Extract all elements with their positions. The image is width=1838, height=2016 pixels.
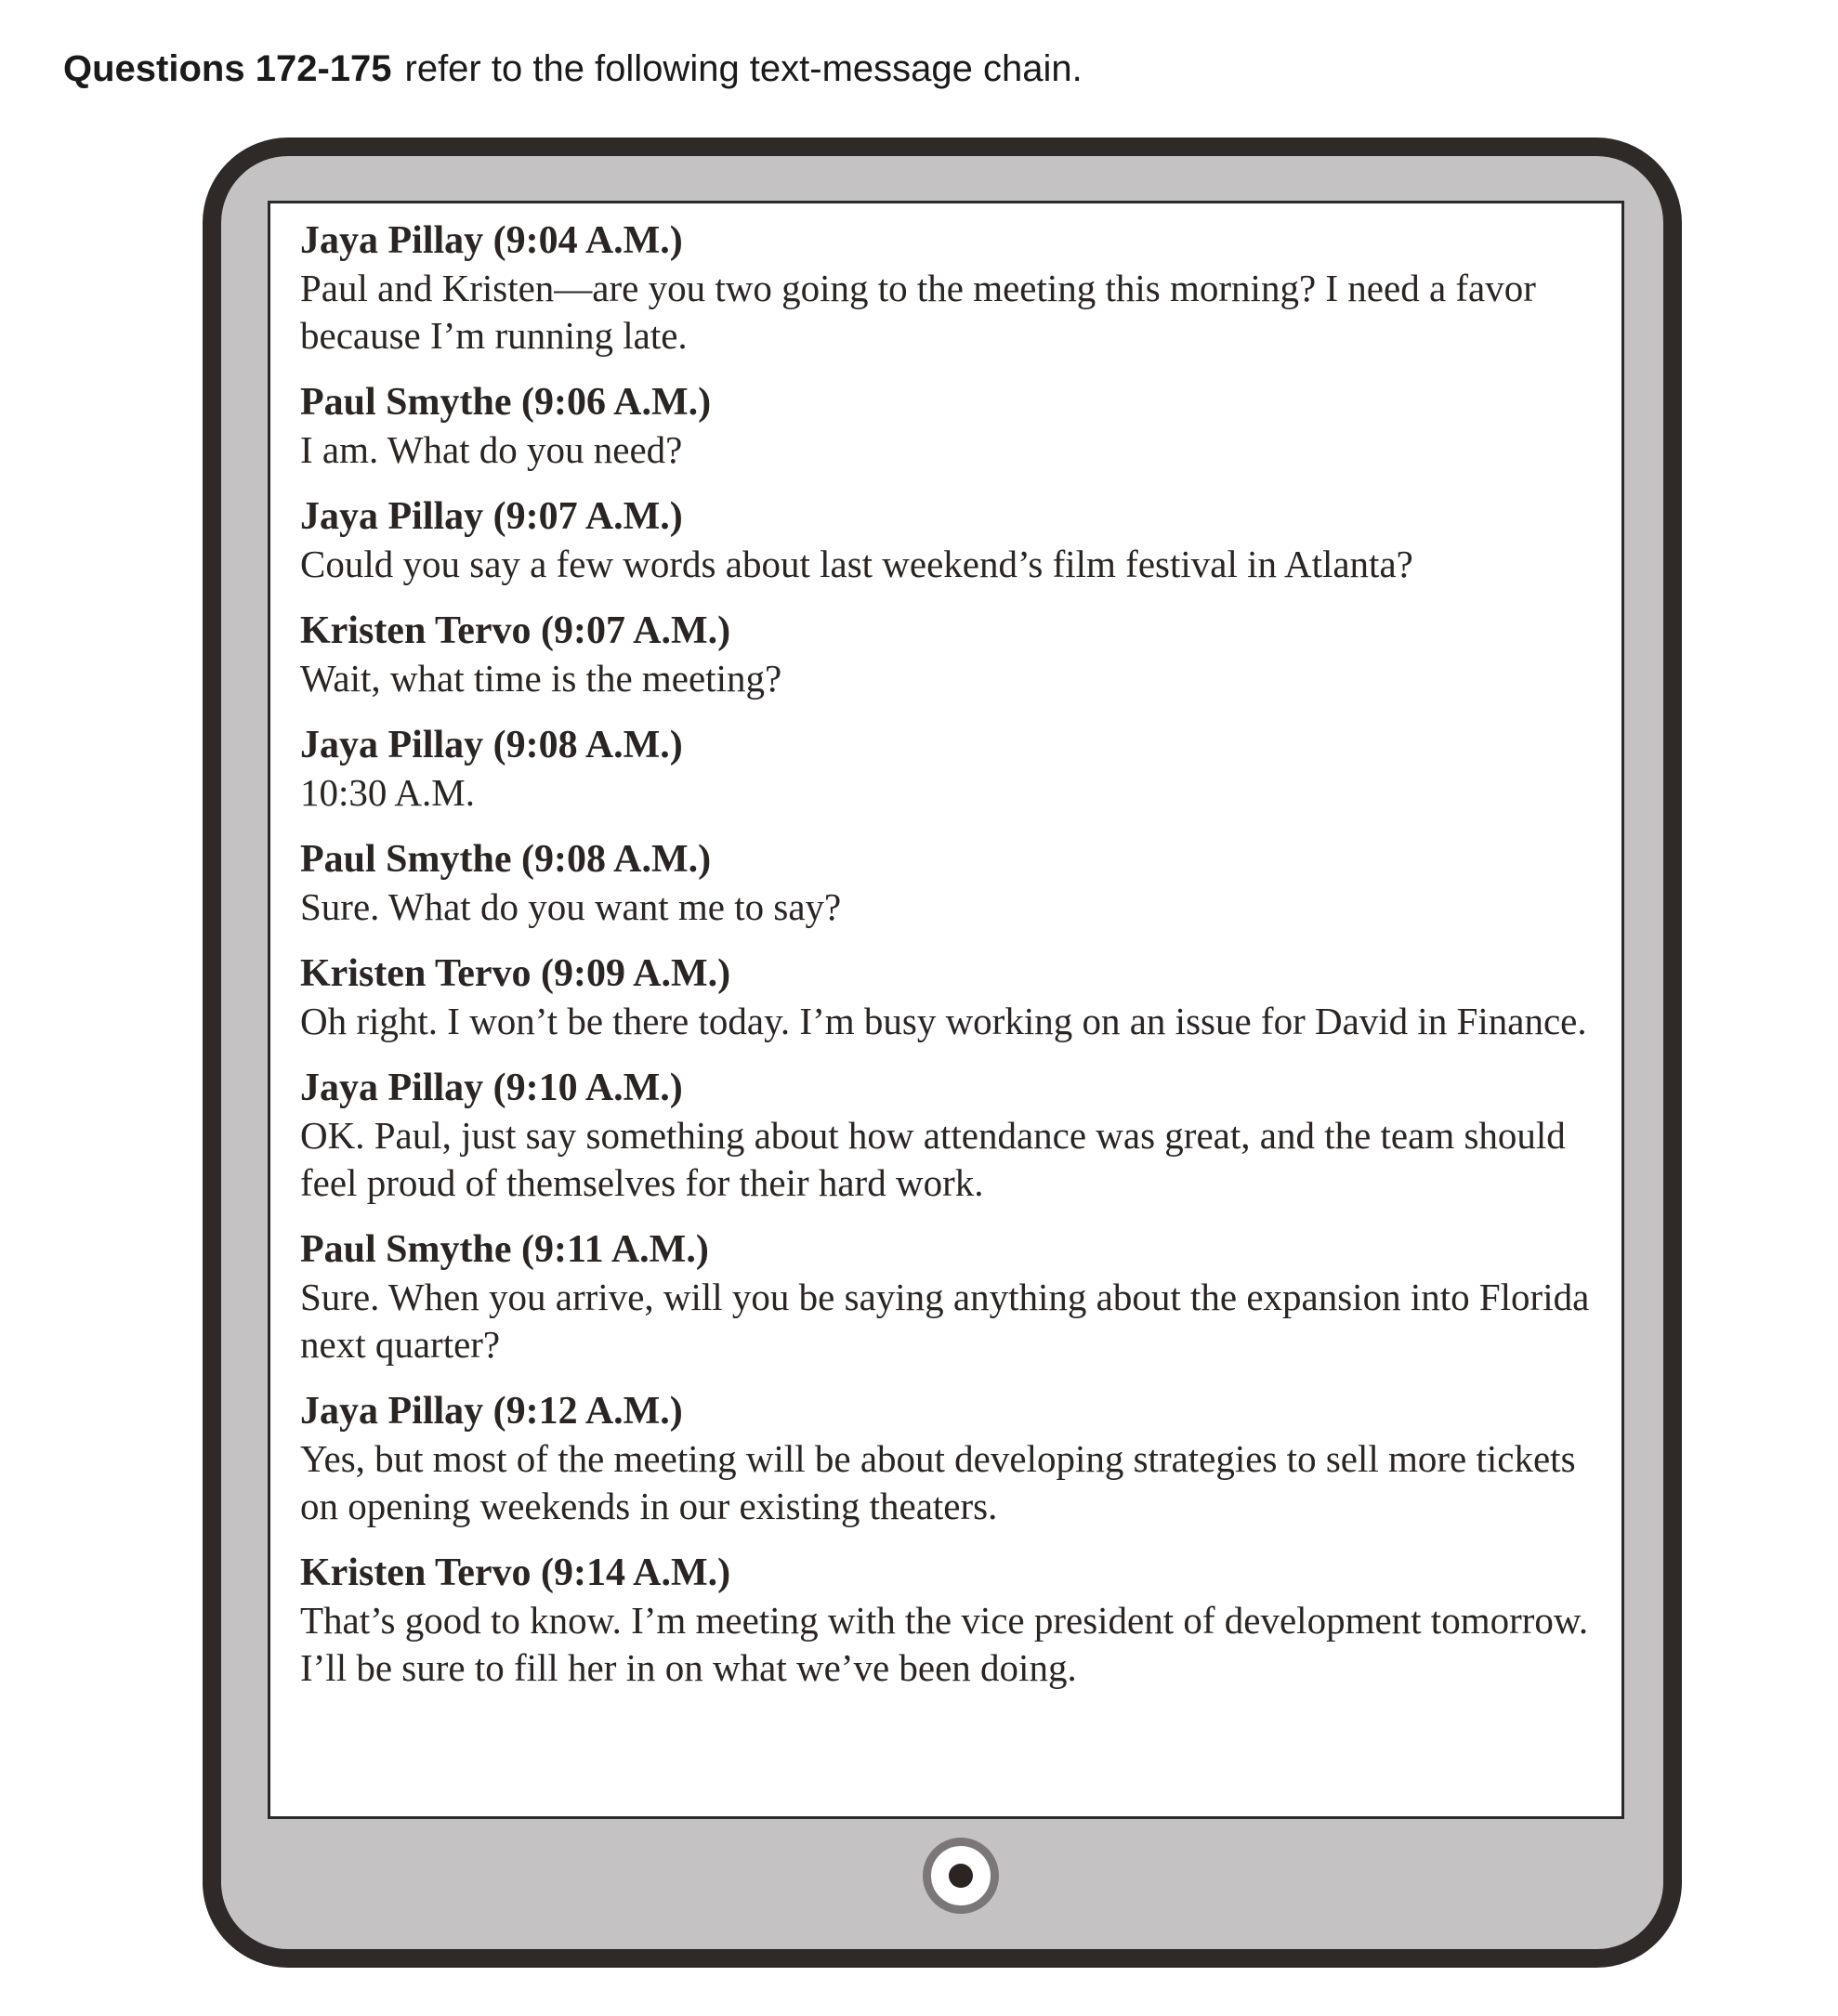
tablet-frame [203,137,1682,1968]
question-instruction: refer to the following text-message chain. [404,48,1083,89]
message-text: 10:30 A.M. [300,771,475,814]
home-button-icon[interactable] [923,1838,999,1914]
message [300,835,1594,931]
message [300,492,1594,588]
message-text: Sure. What do you want me to say? [300,885,842,928]
question-range: Questions 172-175 [63,48,392,89]
question-intro [63,48,1083,90]
message [300,721,1594,817]
message-sender: Jaya Pillay (9:12 A.M.) [300,1390,683,1433]
message-text: Yes, but most of the meeting will be about developing strategies to sell more tickets on opening weekends in our existing theaters. [300,1437,1576,1527]
message-sender: Paul Smythe (9:06 A.M.) [300,381,712,424]
message-sender: Paul Smythe (9:11 A.M.) [300,1228,709,1271]
message-text: Wait, what time is the meeting? [300,657,782,700]
home-dot-icon [949,1864,973,1888]
message-sender: Jaya Pillay (9:08 A.M.) [300,724,683,766]
message-sender: Paul Smythe (9:08 A.M.) [300,838,712,881]
message-text: I am. What do you need? [300,428,683,471]
message-sender: Jaya Pillay (9:07 A.M.) [300,495,683,538]
message-text: Oh right. I won’t be there today. I’m busy working on an issue for David in Finance. [300,1000,1587,1042]
message-sender: Jaya Pillay (9:04 A.M.) [300,219,683,262]
message [300,1225,1594,1368]
message [300,216,1594,360]
message-text: Sure. When you arrive, will you be saying anything about the expansion into Florida next quarter? [300,1276,1590,1366]
message [300,1549,1594,1692]
message-text: That’s good to know. I’m meeting with the vice president of development tomorrow. I’ll be sure to fill her in on what we’ve been doing. [300,1599,1589,1689]
message-sender: Kristen Tervo (9:14 A.M.) [300,1551,731,1594]
message-sender: Kristen Tervo (9:07 A.M.) [300,609,731,652]
message-text: OK. Paul, just say something about how attendance was great, and the team should feel proud of themselves for their hard work. [300,1114,1566,1204]
message-sender: Kristen Tervo (9:09 A.M.) [300,952,731,995]
message [300,949,1594,1045]
message [300,1064,1594,1207]
message [300,378,1594,474]
message-text: Paul and Kristen—are you two going to the meeting this morning? I need a favor because I’m running late. [300,267,1536,357]
message [300,607,1594,702]
message-sender: Jaya Pillay (9:10 A.M.) [300,1067,683,1109]
message [300,1387,1594,1530]
message-screen [268,201,1624,1819]
message-text: Could you say a few words about last weekend’s film festival in Atlanta? [300,543,1413,585]
